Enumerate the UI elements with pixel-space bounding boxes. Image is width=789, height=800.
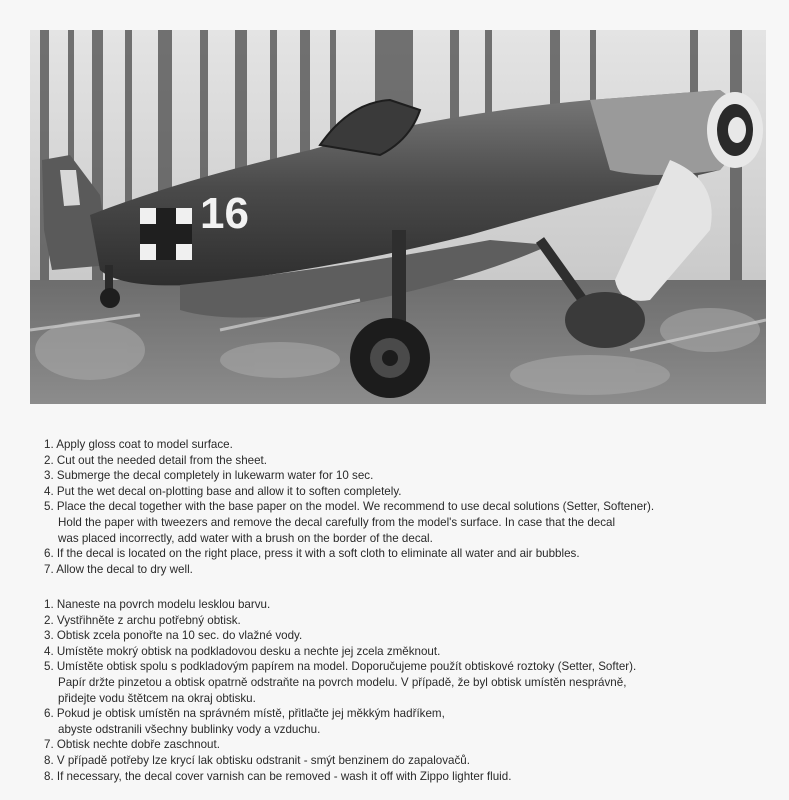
instruction-line: 4. Put the wet decal on-plotting base and allow it to soften completely.	[44, 484, 402, 498]
fuselage-number: 16	[200, 189, 249, 238]
instruction-line: 1. Apply gloss coat to model surface.	[44, 438, 233, 451]
instruction-line: 5. Umístěte obtisk spolu s podkladovým papírem na model. Doporučujeme použít obtiskové roztoky (Setter, Softer).	[44, 660, 637, 674]
instruction-line: Hold the paper with tweezers and remove the decal carefully from the model's surface. In case that the decal	[58, 515, 616, 529]
instruction-line: 6. If the decal is located on the right place, press it with a soft cloth to eliminate all water and air bubbles.	[44, 547, 580, 561]
instruction-line: 1. Naneste na povrch modelu lesklou barvu.	[44, 598, 271, 611]
instruction-line: abyste odstranili všechny bublinky vody a vzduchu.	[58, 722, 321, 736]
instruction-line: 8. V případě potřeby lze krycí lak obtisku odstranit - smýt benzinem do zapalovačů.	[44, 753, 470, 767]
instruction-line: 8. If necessary, the decal cover varnish can be removed - wash it off with Zippo lighter fluid.	[44, 769, 512, 783]
instruction-line: 7. Allow the decal to dry well.	[44, 562, 193, 576]
instruction-line: 3. Obtisk zcela ponořte na 10 sec. do vlažné vody.	[44, 629, 303, 643]
instruction-line: Papír držte pinzetou a obtisk opatrně odstraňte na povrch modelu. V případě, že byl obtisk umístěn nesprávně,	[58, 675, 627, 689]
instruction-line: přidejte vodu štětcem na okraj obtisku.	[58, 691, 256, 705]
instruction-line: 2. Vystřihněte z archu potřebný obtisk.	[44, 613, 241, 627]
instruction-line: 7. Obtisk nechte dobře zaschnout.	[44, 738, 220, 752]
instruction-line: 2. Cut out the needed detail from the sheet.	[44, 453, 268, 467]
instruction-line: 4. Umístěte mokrý obtisk na podkladovou desku a nechte jej zcela změknout.	[44, 644, 441, 658]
instruction-line: 3. Submerge the decal completely in lukewarm water for 10 sec.	[44, 469, 374, 483]
english-instructions	[44, 437, 774, 577]
aircraft-photo	[30, 30, 766, 404]
instruction-line: 6. Pokud je obtisk umístěn na správném místě, přitlačte jej měkkým hadříkem,	[44, 707, 445, 721]
instruction-line: was placed incorrectly, add water with a brush on the border of the decal.	[58, 531, 433, 545]
instruction-line: 5. Place the decal together with the base paper on the model. We recommend to use decal solutions (Setter, Softener).	[44, 500, 655, 514]
czech-instructions	[44, 597, 774, 784]
